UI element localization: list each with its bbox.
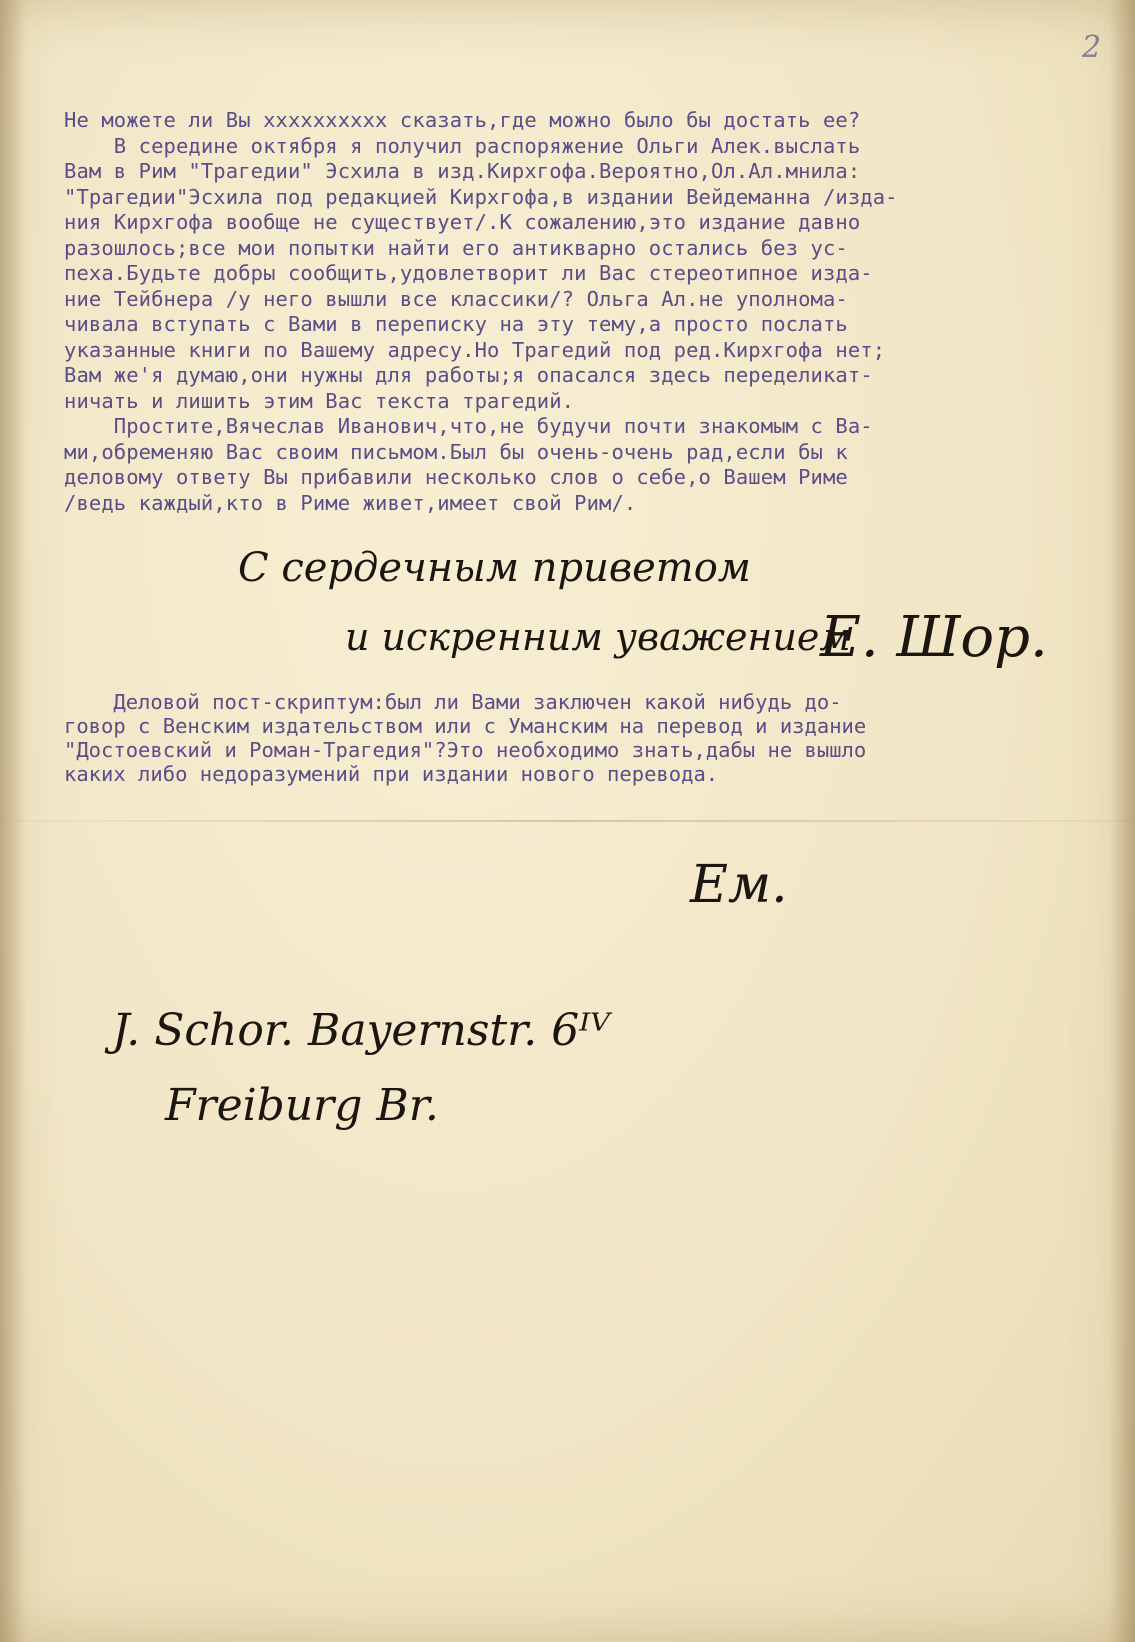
typed-body bbox=[64, 108, 1064, 516]
body-line: "Трагедии"Эсхила под редакцией Кирхгофа,в издании Вейдеманна /изда- bbox=[64, 184, 898, 209]
typed-postscript bbox=[64, 690, 1064, 786]
body-line: пеха.Будьте добры сообщить,удовлетворит ли Вас стереотипное изда- bbox=[64, 261, 873, 285]
ps-line: каких либо недоразумений при издании нового перевода. bbox=[64, 762, 719, 786]
paper-fold bbox=[0, 820, 1135, 822]
body-line: ния Кирхгофа вообще не существует/.К сожалению,это издание давно bbox=[64, 210, 861, 234]
body-line: ничать и лишить этим Вас текста трагедий. bbox=[64, 388, 575, 413]
handwritten-initials: Ем. bbox=[690, 855, 788, 915]
body-line: ми,обременяю Вас своим письмом.Был бы очень-очень рад,если бы к bbox=[64, 439, 848, 464]
body-line: Вам в Рим "Трагедии" Эсхила в изд.Кирхгофа.Вероятно,Ол.Ал.мнила: bbox=[64, 159, 861, 183]
body-line: чивала вступать с Вами в переписку на эту тему,а просто послать bbox=[64, 312, 848, 336]
body-line: Вам же'я думаю,они нужны для работы;я опасался здесь переделикат- bbox=[64, 363, 873, 387]
ps-line: "Достоевский и Роман-Трагедия"?Это необходимо знать,дабы не вышло bbox=[64, 738, 867, 762]
ps-line: Деловой пост-скриптум:был ли Вами заключен какой нибудь до- bbox=[64, 690, 842, 714]
body-line: деловому ответу Вы прибавили несколько слов о себе,о Вашем Риме bbox=[64, 465, 848, 489]
body-line: Не можете ли Вы xxxxxxxxxx сказать,где можно было бы достать ее? bbox=[64, 108, 861, 132]
body-line: /ведь каждый,кто в Риме живет,имеет свой Рим/. bbox=[64, 490, 637, 515]
handwritten-address-city: Freiburg Br. bbox=[165, 1080, 439, 1131]
handwritten-closing-2: и искренним уважением bbox=[345, 615, 851, 659]
body-line: Простите,Вячеслав Иванович,что,не будучи почти знакомым с Ва- bbox=[64, 414, 873, 438]
page-number: 2 bbox=[1082, 30, 1102, 65]
handwritten-closing-1: С сердечным приветом bbox=[238, 545, 751, 591]
body-line: В середине октября я получил распоряжение Ольги Алек.выслать bbox=[64, 133, 861, 158]
handwritten-signature: Е. Шор. bbox=[820, 605, 1048, 670]
body-line: указанные книги по Вашему адресу.Но Трагедий под ред.Кирхгофа нет; bbox=[64, 337, 886, 362]
body-line: разошлось;все мои попытки найти его антикварно остались без ус- bbox=[64, 235, 848, 260]
body-line: ние Тейбнера /у него вышли все классики/? Ольга Ал.не уполнома- bbox=[64, 286, 848, 311]
handwritten-address-street: J. Schor. Bayernstr. 6ᴵⱽ bbox=[112, 1005, 611, 1056]
ps-line: говор с Венским издательством или с Уманским на перевод и издание bbox=[64, 714, 867, 738]
